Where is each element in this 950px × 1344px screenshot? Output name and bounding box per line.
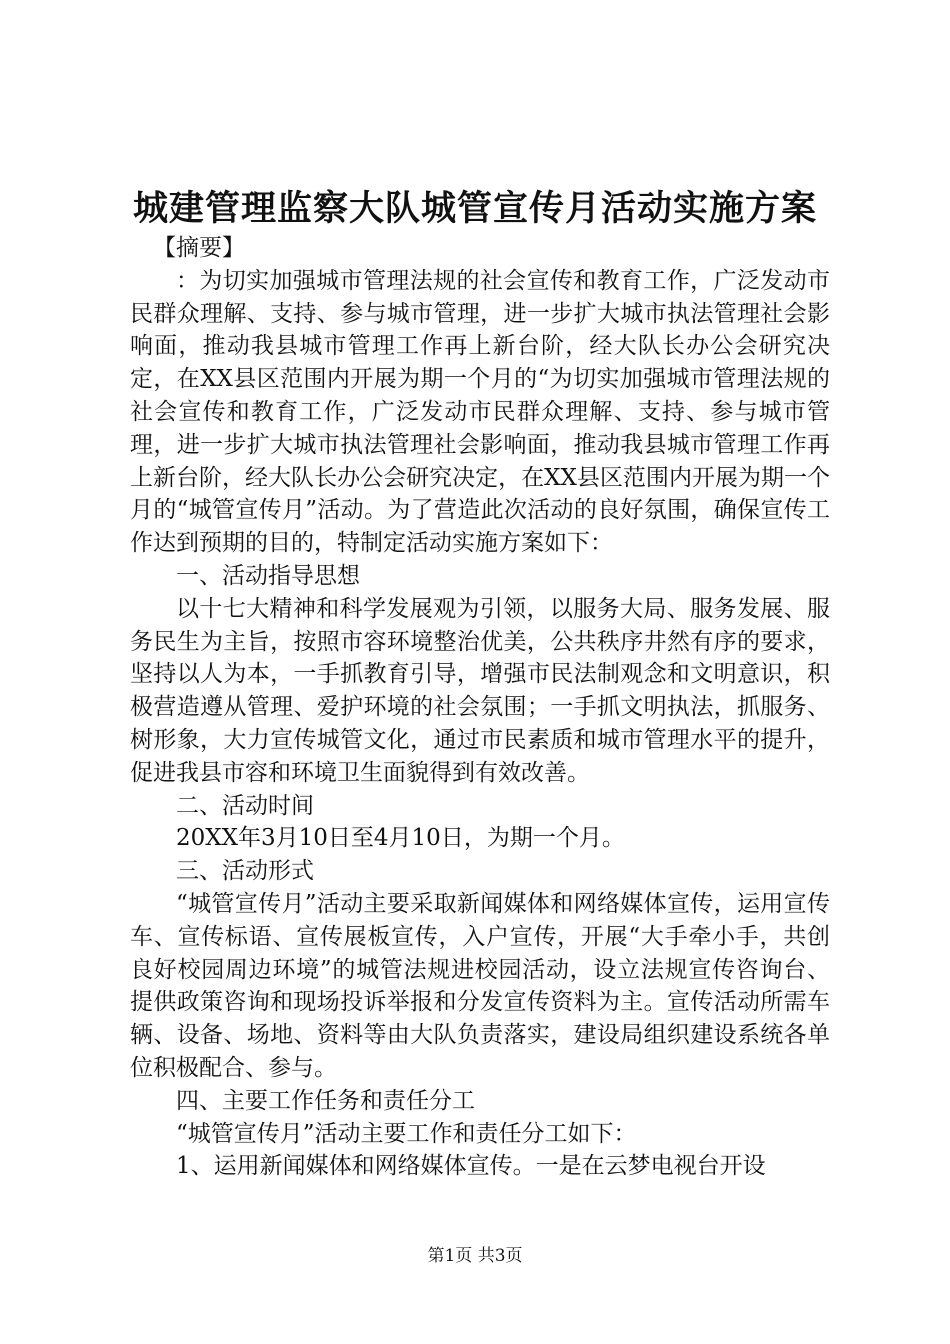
document-title: 城建管理监察大队城管宣传月活动实施方案 — [132, 188, 817, 229]
section-heading-2: 二、活动时间 — [176, 792, 314, 819]
page-number-footer: 第1页 共3页 — [427, 1246, 523, 1266]
section-paragraph-3: “城管宣传月”活动主要采取新闻媒体和网络媒体宣传，运用宣传车、宣传标语、宣传展板宣传，入户宣传，开展“大手牵小手，共创良好校园周边环境”的城管法规进校园活动，设立法规宣传咨询台、提供政策咨询和现场投诉举报和分发宣传资料为主。宣传活动所需车辆、设备、场地、资料等由大队负责落实，建设局组织建设系统各单位积极配合、参与。 — [130, 890, 830, 1081]
section-heading-1: 一、活动指导思想 — [176, 562, 360, 589]
section-paragraph-1: 以十七大精神和科学发展观为引领，以服务大局、服务发展、服务民生为主旨，按照市容环境整治优美，公共秩序井然有序的要求，坚持以人为本，一手抓教育引导，增强市民法制观念和文明意识，积极营造遵从管理、爱护环境的社会氛围；一手抓文明执法，抓服务、树形象，大力宣传城管文化，通过市民素质和城市管理水平的提升，促进我县市容和环境卫生面貌得到有效改善。 — [130, 595, 830, 786]
section-paragraph-4: “城管宣传月”活动主要工作和责任分工如下： — [176, 1120, 637, 1147]
section-heading-4: 四、主要工作任务和责任分工 — [176, 1087, 475, 1114]
section-heading-3: 三、活动形式 — [176, 858, 314, 885]
section-paragraph-2: 20XX年3月10日至4月10日，为期一个月。 — [176, 825, 625, 852]
abstract-heading: 【摘要】 — [153, 235, 245, 261]
abstract-paragraph: ：为切实加强城市管理法规的社会宣传和教育工作，广泛发动市民群众理解、支持、参与城市管理，进一步扩大城市执法管理社会影响面，推动我县城市管理工作再上新台阶，经大队长办公会研究决定，在XX县区范围内开展为期一个月的“为切实加强城市管理法规的社会宣传和教育工作，广泛发动市民群众理解、支持、参与城市管理，进一步扩大城市执法管理社会影响面，推动我县城市管理工作再上新台阶，经大队长办公会研究决定，在XX县区范围内开展为期一个月的“城管宣传月”活动。为了营造此次活动的良好氛围，确保宣传工作达到预期的目的，特制定活动实施方案如下： — [130, 267, 830, 557]
section-paragraph-5: 1、运用新闻媒体和网络媒体宣传。一是在云梦电视台开设 — [176, 1153, 766, 1180]
document-body — [130, 232, 830, 1183]
